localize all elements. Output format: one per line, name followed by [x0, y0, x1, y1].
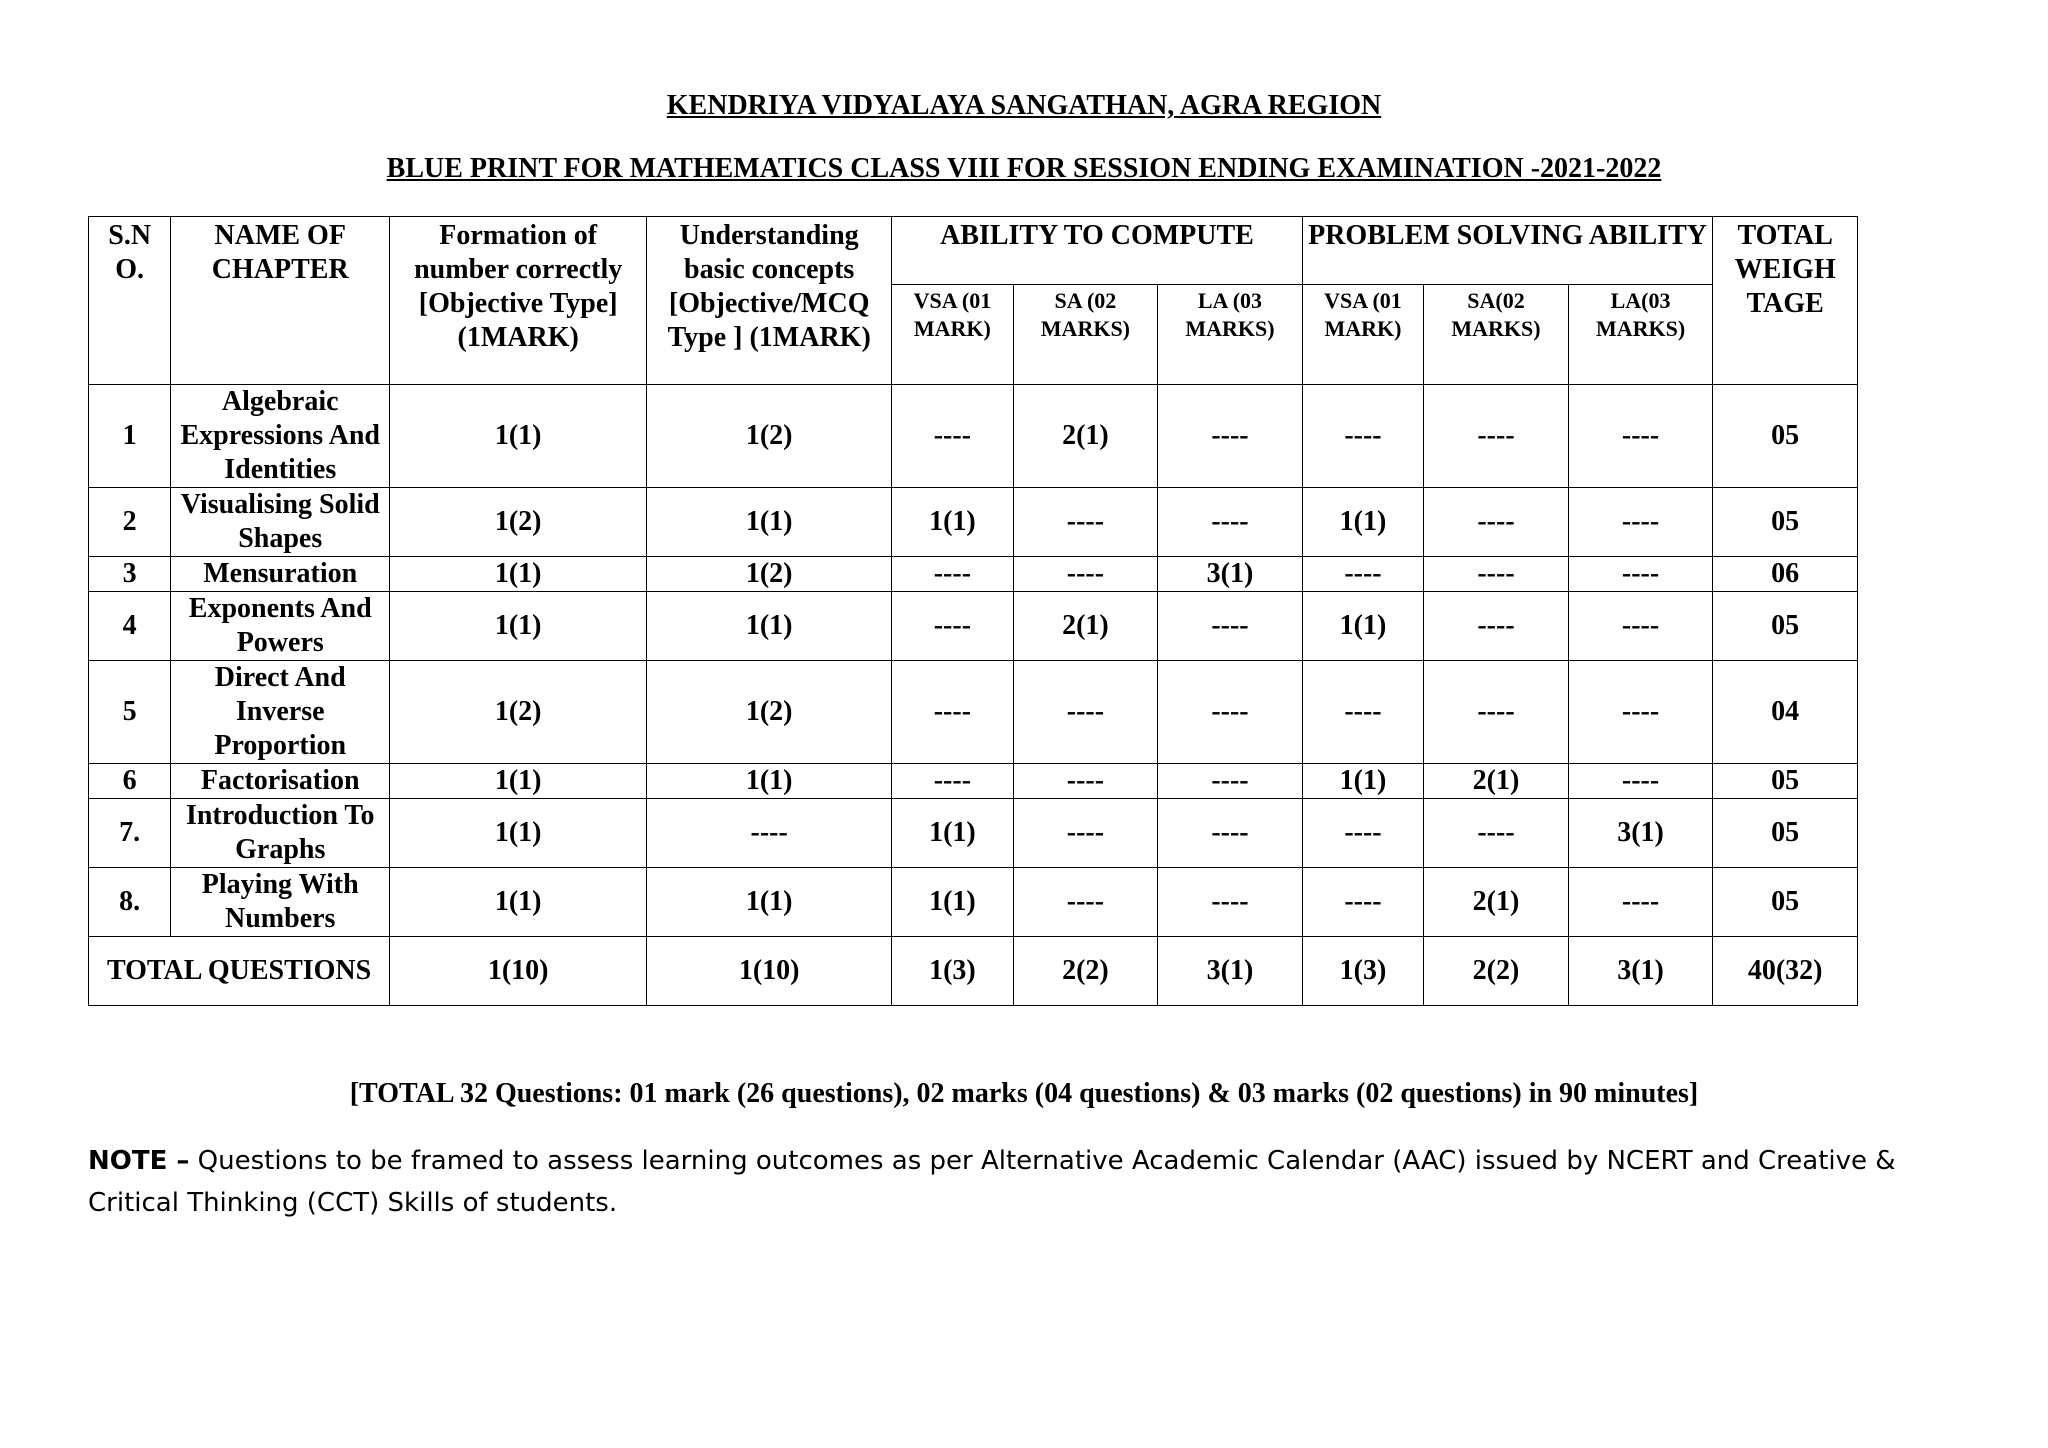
total-value: 1(3) [1302, 937, 1423, 1006]
table-row [89, 488, 1858, 557]
table-row [89, 799, 1858, 868]
total-value: 3(1) [1158, 937, 1303, 1006]
cell-value: ---- [1424, 557, 1569, 592]
header-ability-to-compute: ABILITY TO COMPUTE [892, 217, 1303, 285]
header-problem-sa: SA(02 MARKS) [1424, 285, 1569, 385]
total-row [89, 937, 1858, 1006]
cell-value: ---- [1568, 661, 1713, 764]
cell-value: ---- [1013, 868, 1158, 937]
cell-value: 3(1) [1158, 557, 1303, 592]
cell-value: 1(1) [1302, 592, 1423, 661]
cell-value: ---- [1424, 592, 1569, 661]
table-row [89, 557, 1858, 592]
question-summary: [TOTAL 32 Questions: 01 mark (26 questions), 02 marks (04 questions) & 03 marks (02 questions) in 90 minutes] [349, 1078, 1699, 1109]
cell-sno: 3 [89, 557, 171, 592]
cell-value: 1(1) [390, 592, 647, 661]
cell-chapter: Mensuration [171, 557, 390, 592]
cell-value: 1(1) [1302, 488, 1423, 557]
cell-value: 1(1) [892, 868, 1013, 937]
cell-value: 1(1) [390, 764, 647, 799]
cell-value: ---- [1302, 661, 1423, 764]
cell-value: ---- [1158, 385, 1303, 488]
cell-value: 1(1) [390, 385, 647, 488]
header-chapter: NAME OF CHAPTER [171, 217, 390, 385]
cell-value: ---- [1302, 799, 1423, 868]
grand-total-value: 40(32) [1713, 937, 1858, 1006]
header-problem-solving: PROBLEM SOLVING ABILITY [1302, 217, 1713, 285]
cell-value: ---- [892, 557, 1013, 592]
table-row [89, 764, 1858, 799]
header-understanding: Understanding basic concepts [Objective/MCQ Type ] (1MARK) [647, 217, 892, 385]
total-value: 1(10) [647, 937, 892, 1006]
cell-total: 05 [1713, 488, 1858, 557]
cell-value: 2(1) [1424, 868, 1569, 937]
header-total-weightage: TOTAL WEIGH TAGE [1713, 217, 1858, 385]
cell-sno: 5 [89, 661, 171, 764]
cell-value: ---- [1424, 488, 1569, 557]
document-title: KENDRIYA VIDYALAYA SANGATHAN, AGRA REGION [666, 90, 1382, 121]
cell-value: ---- [1158, 799, 1303, 868]
cell-value: ---- [1568, 592, 1713, 661]
total-value: 2(2) [1424, 937, 1569, 1006]
cell-value: ---- [1568, 764, 1713, 799]
cell-value: 1(1) [892, 799, 1013, 868]
cell-total: 05 [1713, 764, 1858, 799]
cell-value: ---- [892, 385, 1013, 488]
cell-value: ---- [1013, 488, 1158, 557]
cell-value: ---- [1568, 385, 1713, 488]
cell-value: 2(1) [1424, 764, 1569, 799]
cell-value: ---- [1158, 592, 1303, 661]
header-sno: S.N O. [89, 217, 171, 385]
cell-value: 1(1) [390, 799, 647, 868]
cell-value: ---- [1013, 557, 1158, 592]
cell-value: 1(2) [647, 385, 892, 488]
cell-value: ---- [892, 592, 1013, 661]
cell-value: ---- [1424, 661, 1569, 764]
cell-value: 2(1) [1013, 385, 1158, 488]
cell-total: 06 [1713, 557, 1858, 592]
cell-chapter: Exponents And Powers [171, 592, 390, 661]
cell-value: 1(1) [390, 557, 647, 592]
cell-value: ---- [1568, 488, 1713, 557]
cell-total: 04 [1713, 661, 1858, 764]
cell-total: 05 [1713, 868, 1858, 937]
document-subtitle: BLUE PRINT FOR MATHEMATICS CLASS VIII FOR SESSION ENDING EXAMINATION -2021-2022 [386, 153, 1662, 184]
cell-value: ---- [892, 764, 1013, 799]
cell-chapter: Direct And Inverse Proportion [171, 661, 390, 764]
cell-sno: 6 [89, 764, 171, 799]
cell-value: ---- [1158, 488, 1303, 557]
cell-total: 05 [1713, 385, 1858, 488]
header-compute-la: LA (03 MARKS) [1158, 285, 1303, 385]
cell-value: ---- [1013, 799, 1158, 868]
cell-value: 2(1) [1013, 592, 1158, 661]
note-text: Questions to be framed to assess learning outcomes as per Alternative Academic Calendar (AAC) issued by NCERT and Creative & Critical Thinking (CCT) Skills of students. [88, 1146, 1896, 1218]
cell-chapter: Factorisation [171, 764, 390, 799]
cell-chapter: Algebraic Expressions And Identities [171, 385, 390, 488]
cell-sno: 8. [89, 868, 171, 937]
table-row [89, 592, 1858, 661]
cell-value: 3(1) [1568, 799, 1713, 868]
cell-value: 1(2) [390, 661, 647, 764]
total-value: 2(2) [1013, 937, 1158, 1006]
cell-value: ---- [1302, 868, 1423, 937]
cell-value: 1(1) [647, 592, 892, 661]
cell-value: ---- [1568, 868, 1713, 937]
cell-value: ---- [1013, 764, 1158, 799]
cell-chapter: Playing With Numbers [171, 868, 390, 937]
cell-value: ---- [1158, 661, 1303, 764]
total-value: 1(10) [390, 937, 647, 1006]
cell-value: ---- [1568, 557, 1713, 592]
header-problem-vsa: VSA (01 MARK) [1302, 285, 1423, 385]
cell-value: 1(1) [892, 488, 1013, 557]
note-label: NOTE – [88, 1146, 190, 1176]
table-row [89, 385, 1858, 488]
cell-value: ---- [647, 799, 892, 868]
table-row [89, 661, 1858, 764]
cell-value: 1(1) [647, 488, 892, 557]
cell-chapter: Introduction To Graphs [171, 799, 390, 868]
cell-value: 1(2) [390, 488, 647, 557]
cell-value: 1(2) [647, 661, 892, 764]
cell-value: 1(1) [390, 868, 647, 937]
cell-value: ---- [1158, 764, 1303, 799]
total-questions-label: TOTAL QUESTIONS [89, 937, 390, 1006]
cell-value: ---- [1013, 661, 1158, 764]
total-value: 1(3) [892, 937, 1013, 1006]
cell-sno: 4 [89, 592, 171, 661]
header-compute-vsa: VSA (01 MARK) [892, 285, 1013, 385]
total-value: 3(1) [1568, 937, 1713, 1006]
header-compute-sa: SA (02 MARKS) [1013, 285, 1158, 385]
header-problem-la: LA(03 MARKS) [1568, 285, 1713, 385]
cell-sno: 2 [89, 488, 171, 557]
cell-total: 05 [1713, 592, 1858, 661]
cell-sno: 7. [89, 799, 171, 868]
cell-sno: 1 [89, 385, 171, 488]
cell-value: ---- [1158, 868, 1303, 937]
cell-value: ---- [1424, 799, 1569, 868]
cell-value: 1(2) [647, 557, 892, 592]
blueprint-table [88, 216, 1858, 1006]
cell-total: 05 [1713, 799, 1858, 868]
cell-value: ---- [1302, 557, 1423, 592]
cell-value: 1(1) [647, 868, 892, 937]
cell-value: ---- [1302, 385, 1423, 488]
table-row [89, 868, 1858, 937]
cell-value: 1(1) [1302, 764, 1423, 799]
cell-value: ---- [892, 661, 1013, 764]
header-formation: Formation of number correctly [Objective Type] (1MARK) [390, 217, 647, 385]
note-paragraph [88, 1140, 1928, 1224]
cell-chapter: Visualising Solid Shapes [171, 488, 390, 557]
cell-value: ---- [1424, 385, 1569, 488]
cell-value: 1(1) [647, 764, 892, 799]
